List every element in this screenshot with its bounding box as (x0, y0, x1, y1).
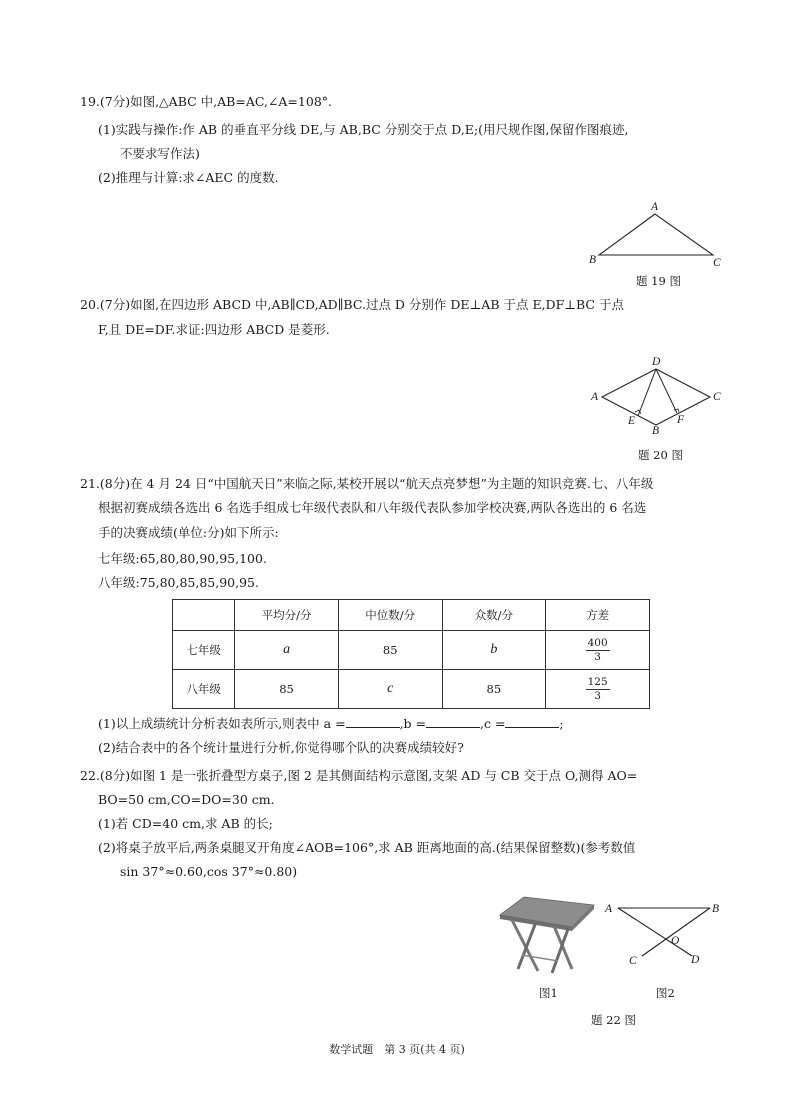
variance-fraction (586, 676, 610, 703)
table-header-cell: 中位数/分 (338, 600, 442, 631)
median-cell: c (338, 670, 442, 709)
q20-label-b: B (652, 425, 660, 436)
q21-part1-b-label: ,b = (399, 716, 426, 731)
q22-stem-cont: BO=50 cm,CO=DO=30 cm. (98, 792, 275, 807)
q20-rhombus-figure (588, 352, 728, 436)
fraction-numerator: 400 (587, 636, 608, 649)
q21-part1-end: ; (559, 716, 564, 731)
page-footer: 数学试题 第 3 页(共 4 页) (329, 1043, 465, 1056)
variance-fraction (586, 637, 610, 664)
q21-stem-cont1: 根据初赛成绩各选出 6 名选手组成七年级代表队和八年级代表队参加学校决赛,两队各选出的 6 名选 (98, 500, 647, 515)
q19-part1-note: 不要求写作法) (120, 146, 200, 161)
answer-blank-b[interactable] (426, 713, 480, 728)
q22-part1: (1)若 CD=40 cm,求 AB 的长; (98, 816, 273, 831)
q20-stem-cont: F,且 DE=DF.求证:四边形 ABCD 是菱形. (98, 322, 330, 337)
fraction-numerator: 125 (587, 675, 608, 688)
table-header-cell: 方差 (546, 600, 650, 631)
q21-stats-table (172, 599, 650, 709)
table-row (173, 631, 650, 670)
q22-label-a: A (605, 903, 613, 915)
q19-label-a: A (651, 201, 659, 213)
q20-stem: 20.(7分)如图,在四边形 ABCD 中,AB∥CD,AD∥BC.过点 D 分别作 DE⊥AB 于点 E,DF⊥BC 于点 (80, 297, 624, 312)
table-header-cell (173, 600, 235, 631)
q20-label-f: F (677, 414, 685, 426)
q22-label-o: O (671, 935, 680, 947)
answer-blank-c[interactable] (505, 713, 559, 728)
table-header-cell: 平均分/分 (235, 600, 339, 631)
q19-part1: (1)实践与操作:作 AB 的垂直平分线 DE,与 AB,BC 分别交于点 D,E;(用尺规作图,保留作图痕迹, (98, 122, 629, 137)
q20-label-e: E (628, 415, 636, 427)
q21-part1-c-label: ,c = (480, 716, 506, 731)
q22-fig1-caption: 图1 (539, 986, 558, 1000)
q21-stem: 21.(8分)在 4 月 24 日“中国航天日”来临之际,某校开展以“航天点亮梦想”为主题的知识竞赛.七、八年级 (80, 476, 654, 491)
q20-label-a: A (591, 391, 599, 403)
variance-cell (546, 670, 650, 709)
q19-label-c: C (713, 257, 721, 269)
q19-caption: 题 19 图 (636, 274, 681, 288)
q22-table-illustration (496, 893, 600, 977)
table-row (173, 670, 650, 709)
q21-stem-cont2: 手的决赛成绩(单位:分)如下所示: (98, 525, 279, 540)
q19-part2: (2)推理与计算:求∠AEC 的度数. (98, 170, 279, 185)
q20-label-d: D (652, 356, 661, 368)
q22-stem: 22.(8分)如图 1 是一张折叠型方桌子,图 2 是其侧面结构示意图,支架 AD 与 CB 交于点 O,测得 AO= (80, 768, 638, 783)
mode-cell: b (442, 631, 546, 670)
q21-part2: (2)结合表中的各个统计量进行分析,你觉得哪个队的决赛成绩较好? (98, 740, 464, 755)
q19-label-b: B (589, 254, 597, 266)
q19-triangle-figure (585, 200, 725, 272)
row-label: 七年级 (173, 631, 235, 670)
fraction-denominator: 3 (594, 650, 601, 663)
fraction-denominator: 3 (594, 689, 601, 702)
q21-part1-text: (1)以上成绩统计分析表如表所示,则表中 a = (98, 716, 346, 731)
q22-label-d: D (691, 954, 700, 966)
table-header-row (173, 600, 650, 631)
q20-label-c: C (713, 391, 721, 403)
mean-cell: a (235, 631, 339, 670)
q22-reference-values: sin 37°≈0.60,cos 37°≈0.80) (120, 864, 298, 879)
median-cell: 85 (338, 631, 442, 670)
row-label: 八年级 (173, 670, 235, 709)
q21-part1 (98, 713, 564, 733)
q22-fig2-caption: 图2 (656, 986, 675, 1000)
q22-label-c: C (629, 955, 637, 967)
variance-cell (546, 631, 650, 670)
q22-part2: (2)将桌子放平后,两条桌腿叉开角度∠AOB=106°,求 AB 距离地面的高.(结果保留整数)(参考数值 (98, 840, 636, 855)
answer-blank-a[interactable] (346, 713, 400, 728)
q22-structure-figure (598, 898, 730, 970)
q21-grade8-scores: 八年级:75,80,85,85,90,95. (98, 575, 259, 590)
q22-label-b: B (712, 903, 720, 915)
q22-caption: 题 22 图 (591, 1013, 636, 1027)
mode-cell: 85 (442, 670, 546, 709)
mean-cell: 85 (235, 670, 339, 709)
q19-stem: 19.(7分)如图,△ABC 中,AB=AC,∠A=108°. (80, 94, 332, 109)
q21-grade7-scores: 七年级:65,80,80,90,95,100. (98, 551, 267, 566)
table-header-cell: 众数/分 (442, 600, 546, 631)
q20-caption: 题 20 图 (638, 448, 683, 462)
